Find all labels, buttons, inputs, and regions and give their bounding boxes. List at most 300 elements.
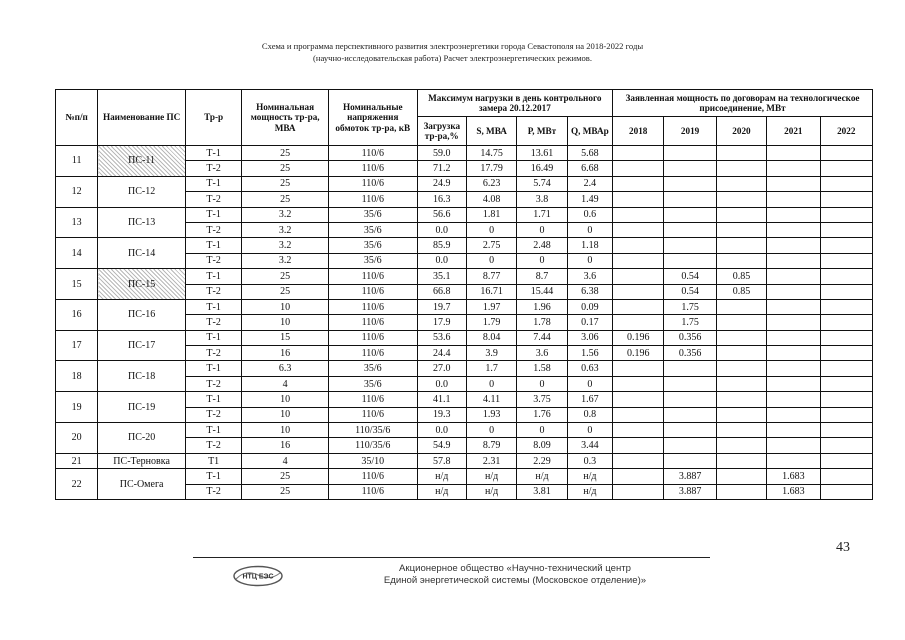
cell-transformer: Т-1 — [185, 330, 241, 345]
cell-2021 — [767, 346, 820, 361]
cell-2019 — [664, 407, 716, 422]
cell-nominal-voltage: 110/6 — [328, 407, 417, 422]
cell-s-mva: 16.71 — [466, 284, 516, 299]
cell-number: 18 — [56, 361, 98, 392]
cell-2020 — [716, 330, 766, 345]
col-header-max-load: Максимум нагрузки в день контрольного замера 20.12.2017 — [417, 90, 612, 117]
table-row — [56, 207, 873, 222]
cell-load-percent: 0.0 — [417, 222, 466, 237]
cell-p-mw: 3.8 — [517, 192, 567, 207]
cell-p-mw: 0 — [517, 423, 567, 438]
cell-nominal-voltage: 35/6 — [328, 207, 417, 222]
table-row — [56, 269, 873, 284]
cell-2022 — [820, 315, 873, 330]
cell-substation-name: ПС-19 — [98, 392, 186, 423]
cell-q-mvar: 0.8 — [567, 407, 612, 422]
cell-nominal-power: 3.2 — [242, 222, 329, 237]
cell-nominal-voltage: 35/6 — [328, 222, 417, 237]
cell-load-percent: 16.3 — [417, 192, 466, 207]
cell-load-percent: 53.6 — [417, 330, 466, 345]
cell-number: 11 — [56, 146, 98, 177]
cell-s-mva: 17.79 — [466, 161, 516, 176]
cell-transformer: Т-1 — [185, 392, 241, 407]
cell-p-mw: 16.49 — [517, 161, 567, 176]
logo-text: НТЦ ЕЭС — [242, 573, 274, 581]
cell-load-percent: 24.9 — [417, 176, 466, 191]
table-row — [56, 330, 873, 345]
cell-load-percent: 85.9 — [417, 238, 466, 253]
cell-load-percent: 0.0 — [417, 253, 466, 268]
col-header-2019: 2019 — [664, 117, 716, 146]
cell-q-mvar: 0.63 — [567, 361, 612, 376]
cell-substation-name: ПС-Омега — [98, 469, 186, 500]
cell-q-mvar: 6.68 — [567, 161, 612, 176]
cell-number: 17 — [56, 330, 98, 361]
cell-2020 — [716, 346, 766, 361]
cell-2019 — [664, 192, 716, 207]
cell-nominal-power: 25 — [242, 192, 329, 207]
cell-nominal-power: 6.3 — [242, 361, 329, 376]
cell-nominal-voltage: 110/6 — [328, 176, 417, 191]
cell-2018 — [613, 146, 664, 161]
cell-substation-name: ПС-14 — [98, 238, 186, 269]
cell-nominal-power: 25 — [242, 284, 329, 299]
cell-nominal-voltage: 35/6 — [328, 376, 417, 391]
cell-nominal-voltage: 35/6 — [328, 361, 417, 376]
cell-2019 — [664, 207, 716, 222]
cell-2022 — [820, 484, 873, 499]
cell-q-mvar: 1.56 — [567, 346, 612, 361]
col-header-num: №п/п — [56, 90, 98, 146]
cell-2022 — [820, 192, 873, 207]
cell-nominal-power: 25 — [242, 469, 329, 484]
cell-2018 — [613, 176, 664, 191]
cell-q-mvar: 0.09 — [567, 299, 612, 314]
cell-2021 — [767, 376, 820, 391]
cell-2018: 0.196 — [613, 346, 664, 361]
cell-2020: 0.85 — [716, 284, 766, 299]
cell-q-mvar: 0 — [567, 423, 612, 438]
cell-nominal-voltage: 110/6 — [328, 146, 417, 161]
cell-s-mva: 1.81 — [466, 207, 516, 222]
table-row — [56, 469, 873, 484]
cell-2018 — [613, 484, 664, 499]
cell-s-mva: 0 — [466, 253, 516, 268]
cell-transformer: Т-1 — [185, 423, 241, 438]
cell-transformer: Т1 — [185, 453, 241, 468]
cell-s-mva: 2.75 — [466, 238, 516, 253]
cell-2020 — [716, 161, 766, 176]
cell-s-mva: 4.08 — [466, 192, 516, 207]
cell-transformer: Т-2 — [185, 222, 241, 237]
cell-2021: 1.683 — [767, 469, 820, 484]
cell-transformer: Т-2 — [185, 438, 241, 453]
cell-2020 — [716, 407, 766, 422]
cell-number: 22 — [56, 469, 98, 500]
cell-2018 — [613, 299, 664, 314]
cell-2018 — [613, 222, 664, 237]
table-row — [56, 299, 873, 314]
table-row — [56, 423, 873, 438]
col-header-declared-power: Заявленная мощность по договорам на технологическое присоединение, МВт — [613, 90, 873, 117]
cell-2021 — [767, 146, 820, 161]
cell-2022 — [820, 269, 873, 284]
cell-nominal-power: 10 — [242, 423, 329, 438]
cell-2018 — [613, 376, 664, 391]
cell-2019 — [664, 238, 716, 253]
cell-p-mw: 0 — [517, 253, 567, 268]
cell-p-mw: 3.6 — [517, 346, 567, 361]
cell-substation-name: ПС-15 — [98, 269, 186, 300]
cell-number: 19 — [56, 392, 98, 423]
cell-nominal-voltage: 110/35/6 — [328, 423, 417, 438]
cell-nominal-voltage: 110/6 — [328, 392, 417, 407]
cell-nominal-power: 25 — [242, 269, 329, 284]
cell-2022 — [820, 222, 873, 237]
cell-q-mvar: 3.6 — [567, 269, 612, 284]
footer-divider — [193, 557, 710, 558]
cell-load-percent: 54.9 — [417, 438, 466, 453]
cell-2021 — [767, 207, 820, 222]
cell-2020 — [716, 146, 766, 161]
footer-org-line-1: Акционерное общество «Научно-технический центр — [399, 563, 631, 574]
cell-nominal-voltage: 110/6 — [328, 469, 417, 484]
organization-logo — [232, 565, 284, 587]
cell-number: 16 — [56, 299, 98, 330]
cell-2021 — [767, 161, 820, 176]
cell-2022 — [820, 438, 873, 453]
cell-transformer: Т-1 — [185, 469, 241, 484]
cell-p-mw: 0 — [517, 222, 567, 237]
col-header-p-mw: Р, МВт — [517, 117, 567, 146]
cell-load-percent: 24.4 — [417, 346, 466, 361]
cell-transformer: Т-2 — [185, 484, 241, 499]
cell-2020 — [716, 392, 766, 407]
cell-nominal-voltage: 35/6 — [328, 253, 417, 268]
cell-s-mva: 0 — [466, 423, 516, 438]
cell-s-mva: 8.77 — [466, 269, 516, 284]
cell-transformer: Т-2 — [185, 346, 241, 361]
cell-q-mvar: 5.68 — [567, 146, 612, 161]
cell-q-mvar: н/д — [567, 469, 612, 484]
cell-substation-name: ПС-16 — [98, 299, 186, 330]
cell-2019: 1.75 — [664, 299, 716, 314]
cell-2018 — [613, 192, 664, 207]
cell-2018 — [613, 315, 664, 330]
cell-s-mva: 3.9 — [466, 346, 516, 361]
cell-load-percent: 71.2 — [417, 161, 466, 176]
cell-load-percent: 59.0 — [417, 146, 466, 161]
cell-nominal-power: 3.2 — [242, 238, 329, 253]
cell-2020 — [716, 423, 766, 438]
cell-load-percent: н/д — [417, 484, 466, 499]
cell-s-mva: 1.7 — [466, 361, 516, 376]
cell-number: 21 — [56, 453, 98, 468]
cell-s-mva: 8.79 — [466, 438, 516, 453]
cell-2020 — [716, 469, 766, 484]
cell-2020 — [716, 192, 766, 207]
col-header-2021: 2021 — [767, 117, 820, 146]
cell-2022 — [820, 407, 873, 422]
cell-2020 — [716, 176, 766, 191]
cell-2019: 0.54 — [664, 269, 716, 284]
cell-2022 — [820, 423, 873, 438]
cell-load-percent: 17.9 — [417, 315, 466, 330]
cell-s-mva: 4.11 — [466, 392, 516, 407]
cell-p-mw: 3.75 — [517, 392, 567, 407]
cell-2019: 3.887 — [664, 469, 716, 484]
cell-p-mw: 7.44 — [517, 330, 567, 345]
cell-2022 — [820, 346, 873, 361]
col-header-transformer: Тр-р — [185, 90, 241, 146]
header-line-2: (научно-исследовательская работа) Расчет электроэнергетических режимов. — [312, 53, 593, 63]
cell-transformer: Т-2 — [185, 192, 241, 207]
cell-load-percent: 41.1 — [417, 392, 466, 407]
cell-load-percent: 57.8 — [417, 453, 466, 468]
cell-2021 — [767, 438, 820, 453]
cell-transformer: Т-2 — [185, 253, 241, 268]
cell-nominal-voltage: 110/6 — [328, 192, 417, 207]
cell-2018 — [613, 253, 664, 268]
cell-nominal-power: 10 — [242, 299, 329, 314]
cell-load-percent: 0.0 — [417, 423, 466, 438]
cell-2022 — [820, 161, 873, 176]
cell-2021: 1.683 — [767, 484, 820, 499]
cell-2018 — [613, 207, 664, 222]
cell-2019: 0.356 — [664, 346, 716, 361]
cell-2019: 0.356 — [664, 330, 716, 345]
cell-substation-name: ПС-13 — [98, 207, 186, 238]
cell-2021 — [767, 453, 820, 468]
header-line-1: Схема и программа перспективного развития электроэнергетики города Севастополя на 2018-2022 годы — [261, 41, 644, 51]
cell-2021 — [767, 315, 820, 330]
cell-nominal-voltage: 110/6 — [328, 330, 417, 345]
cell-number: 14 — [56, 238, 98, 269]
cell-2022 — [820, 330, 873, 345]
table-header — [56, 90, 873, 146]
cell-2019 — [664, 161, 716, 176]
cell-transformer: Т-1 — [185, 238, 241, 253]
cell-2020 — [716, 484, 766, 499]
cell-q-mvar: 0.17 — [567, 315, 612, 330]
cell-p-mw: 3.81 — [517, 484, 567, 499]
cell-nominal-power: 25 — [242, 176, 329, 191]
cell-2021 — [767, 330, 820, 345]
cell-2018 — [613, 392, 664, 407]
cell-nominal-power: 3.2 — [242, 253, 329, 268]
cell-p-mw: 15.44 — [517, 284, 567, 299]
cell-nominal-power: 16 — [242, 346, 329, 361]
cell-2019 — [664, 392, 716, 407]
cell-transformer: Т-2 — [185, 315, 241, 330]
cell-q-mvar: 0 — [567, 253, 612, 268]
table-row — [56, 392, 873, 407]
table-row — [56, 176, 873, 191]
cell-substation-name: ПС-12 — [98, 176, 186, 207]
cell-2020: 0.85 — [716, 269, 766, 284]
cell-2018 — [613, 438, 664, 453]
cell-transformer: Т-1 — [185, 299, 241, 314]
footer-organization — [340, 563, 690, 587]
cell-p-mw: 1.58 — [517, 361, 567, 376]
cell-2022 — [820, 176, 873, 191]
cell-2022 — [820, 469, 873, 484]
cell-nominal-power: 25 — [242, 146, 329, 161]
col-header-load-percent: Загрузка тр-ра,% — [417, 117, 466, 146]
cell-2021 — [767, 299, 820, 314]
cell-2018 — [613, 423, 664, 438]
cell-substation-name: ПС-11 — [98, 146, 186, 177]
cell-load-percent: 27.0 — [417, 361, 466, 376]
cell-substation-name: ПС-17 — [98, 330, 186, 361]
cell-2018 — [613, 161, 664, 176]
cell-p-mw: 0 — [517, 376, 567, 391]
cell-p-mw: 1.96 — [517, 299, 567, 314]
cell-nominal-power: 3.2 — [242, 207, 329, 222]
cell-p-mw: н/д — [517, 469, 567, 484]
cell-nominal-voltage: 35/6 — [328, 238, 417, 253]
cell-2021 — [767, 361, 820, 376]
cell-2022 — [820, 453, 873, 468]
cell-2021 — [767, 407, 820, 422]
cell-q-mvar: 3.06 — [567, 330, 612, 345]
cell-2022 — [820, 253, 873, 268]
cell-2020 — [716, 361, 766, 376]
page-header — [0, 40, 905, 64]
cell-nominal-power: 25 — [242, 484, 329, 499]
cell-p-mw: 5.74 — [517, 176, 567, 191]
cell-2021 — [767, 222, 820, 237]
cell-s-mva: 2.31 — [466, 453, 516, 468]
col-header-2018: 2018 — [613, 117, 664, 146]
cell-s-mva: 8.04 — [466, 330, 516, 345]
cell-s-mva: 1.79 — [466, 315, 516, 330]
cell-transformer: Т-1 — [185, 146, 241, 161]
cell-2018 — [613, 238, 664, 253]
cell-2018 — [613, 269, 664, 284]
cell-number: 13 — [56, 207, 98, 238]
cell-nominal-voltage: 110/6 — [328, 346, 417, 361]
cell-2019 — [664, 453, 716, 468]
cell-nominal-voltage: 110/6 — [328, 269, 417, 284]
cell-2022 — [820, 392, 873, 407]
cell-nominal-voltage: 110/6 — [328, 484, 417, 499]
cell-2019: 0.54 — [664, 284, 716, 299]
cell-s-mva: 14.75 — [466, 146, 516, 161]
cell-2019 — [664, 376, 716, 391]
cell-transformer: Т-2 — [185, 284, 241, 299]
col-header-name: Наименование ПС — [98, 90, 186, 146]
cell-s-mva: н/д — [466, 469, 516, 484]
cell-q-mvar: 0 — [567, 222, 612, 237]
cell-substation-name: ПС-Терновка — [98, 453, 186, 468]
cell-s-mva: 0 — [466, 376, 516, 391]
cell-nominal-power: 10 — [242, 315, 329, 330]
cell-2021 — [767, 392, 820, 407]
cell-nominal-power: 10 — [242, 392, 329, 407]
cell-2021 — [767, 423, 820, 438]
cell-nominal-voltage: 110/6 — [328, 315, 417, 330]
cell-s-mva: 6.23 — [466, 176, 516, 191]
cell-s-mva: н/д — [466, 484, 516, 499]
cell-nominal-voltage: 110/6 — [328, 284, 417, 299]
cell-p-mw: 8.09 — [517, 438, 567, 453]
cell-s-mva: 1.93 — [466, 407, 516, 422]
cell-2020 — [716, 299, 766, 314]
table-row — [56, 146, 873, 161]
cell-2019 — [664, 176, 716, 191]
cell-number: 20 — [56, 423, 98, 454]
cell-p-mw: 2.29 — [517, 453, 567, 468]
cell-transformer: Т-1 — [185, 361, 241, 376]
cell-2022 — [820, 146, 873, 161]
cell-substation-name: ПС-20 — [98, 423, 186, 454]
cell-transformer: Т-1 — [185, 269, 241, 284]
cell-2019 — [664, 146, 716, 161]
cell-q-mvar: 0.3 — [567, 453, 612, 468]
cell-2019: 3.887 — [664, 484, 716, 499]
cell-s-mva: 1.97 — [466, 299, 516, 314]
col-header-nominal-power: Номинальная мощность тр-ра, МВА — [242, 90, 329, 146]
cell-s-mva: 0 — [466, 222, 516, 237]
cell-q-mvar: 6.38 — [567, 284, 612, 299]
cell-nominal-power: 10 — [242, 407, 329, 422]
cell-q-mvar: 1.18 — [567, 238, 612, 253]
cell-2018 — [613, 284, 664, 299]
cell-2019 — [664, 361, 716, 376]
cell-q-mvar: 1.67 — [567, 392, 612, 407]
cell-2021 — [767, 192, 820, 207]
cell-p-mw: 2.48 — [517, 238, 567, 253]
cell-nominal-power: 15 — [242, 330, 329, 345]
cell-q-mvar: 1.49 — [567, 192, 612, 207]
cell-transformer: Т-2 — [185, 161, 241, 176]
cell-2022 — [820, 207, 873, 222]
cell-2021 — [767, 253, 820, 268]
cell-q-mvar: 0 — [567, 376, 612, 391]
cell-q-mvar: н/д — [567, 484, 612, 499]
cell-2021 — [767, 238, 820, 253]
cell-p-mw: 8.7 — [517, 269, 567, 284]
cell-load-percent: 0.0 — [417, 376, 466, 391]
cell-2022 — [820, 361, 873, 376]
cell-nominal-power: 4 — [242, 376, 329, 391]
col-header-2022: 2022 — [820, 117, 873, 146]
col-header-s-mva: S, МВА — [466, 117, 516, 146]
cell-nominal-voltage: 110/6 — [328, 299, 417, 314]
cell-2019 — [664, 222, 716, 237]
col-header-q-mvar: Q, МВАр — [567, 117, 612, 146]
cell-load-percent: 19.7 — [417, 299, 466, 314]
cell-q-mvar: 0.6 — [567, 207, 612, 222]
cell-2020 — [716, 222, 766, 237]
cell-2018 — [613, 407, 664, 422]
cell-load-percent: 19.3 — [417, 407, 466, 422]
col-header-2020: 2020 — [716, 117, 766, 146]
substation-load-table — [55, 89, 873, 500]
cell-2018 — [613, 469, 664, 484]
table-row — [56, 453, 873, 468]
cell-p-mw: 1.76 — [517, 407, 567, 422]
cell-number: 15 — [56, 269, 98, 300]
cell-2020 — [716, 315, 766, 330]
cell-nominal-voltage: 35/10 — [328, 453, 417, 468]
cell-transformer: Т-1 — [185, 176, 241, 191]
table-row — [56, 238, 873, 253]
cell-2022 — [820, 299, 873, 314]
cell-2021 — [767, 269, 820, 284]
cell-load-percent: 66.8 — [417, 284, 466, 299]
